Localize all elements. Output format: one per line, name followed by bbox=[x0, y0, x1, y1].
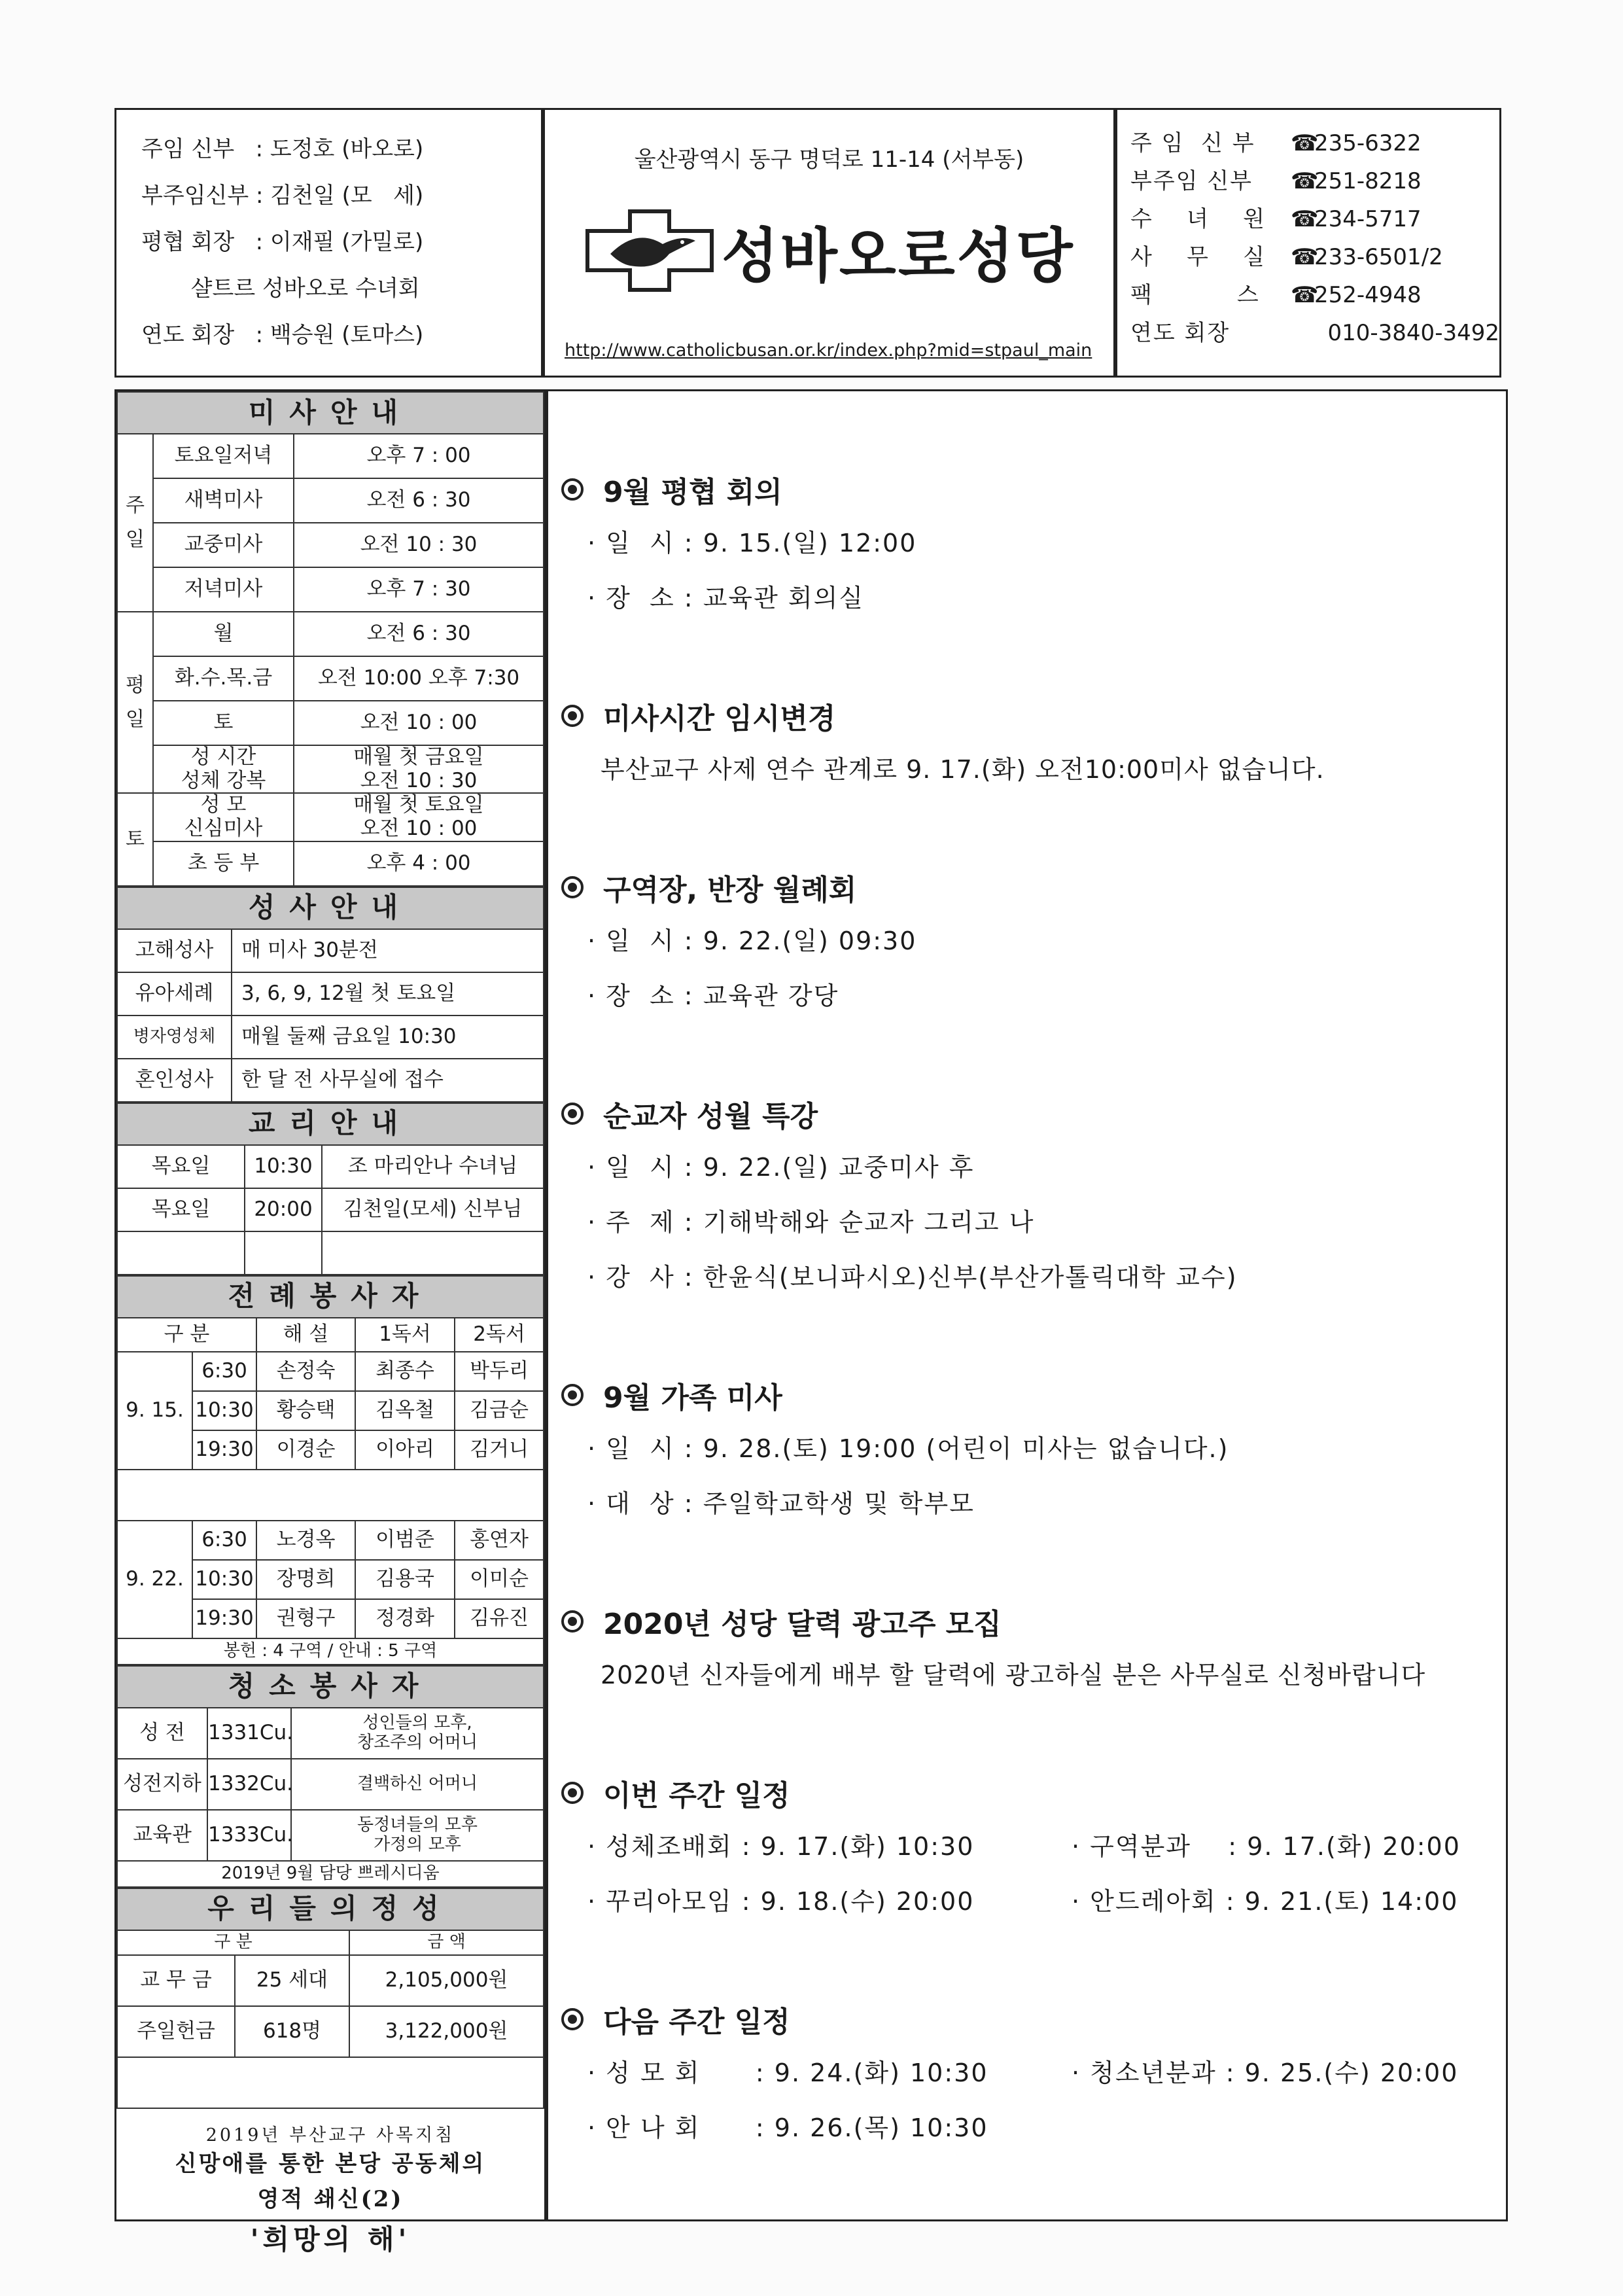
schedule-entry: · 꾸리아모임 : 9. 18.(수) 20:00 bbox=[587, 1887, 975, 1916]
mass-name: 저녁미사 bbox=[153, 567, 294, 612]
contact-number: 234-5717 bbox=[1314, 206, 1422, 232]
notice-title-text: 순교자 성월 특강 bbox=[603, 1100, 818, 1133]
liturgy-commentator: 권형구 bbox=[256, 1599, 355, 1638]
liturgy-reader2: 김유진 bbox=[455, 1599, 544, 1638]
empty-cell bbox=[245, 1231, 322, 1275]
offering-count: 618명 bbox=[235, 2006, 349, 2057]
liturgy-date: 9. 22. bbox=[117, 1521, 192, 1638]
cleaning-code: 1333Cu. bbox=[207, 1810, 291, 1861]
notice-detail: · 일 시 : 9. 22.(일) 09:30 bbox=[587, 927, 917, 955]
phone-icon: ☎ bbox=[1291, 282, 1319, 308]
notice-item bbox=[561, 463, 1506, 626]
notice-text: 2020년 신자들에게 배부 할 달력에 광고하실 분은 사무실로 신청바랍니다 bbox=[601, 1661, 1426, 1689]
contact-label: 팩 스 bbox=[1130, 282, 1260, 308]
liturgy-time: 19:30 bbox=[192, 1599, 256, 1638]
mass-name: 성 모 신심미사 bbox=[153, 793, 294, 841]
liturgy-commentator: 손정숙 bbox=[256, 1352, 355, 1391]
saturday-label: 토 bbox=[117, 793, 153, 885]
contact-label: 부주임 신부 bbox=[1130, 168, 1253, 194]
contact-label: 주 임 신 부 bbox=[1130, 130, 1255, 156]
church-website-link[interactable]: http://www.catholicbusan.or.kr/index.php?mid=stpaul_main bbox=[565, 340, 1092, 361]
doctrine-teacher: 김천일(모세) 신부님 bbox=[322, 1188, 544, 1231]
schedule-row bbox=[561, 2100, 1506, 2155]
church-name: 성바오로성당 bbox=[722, 222, 1075, 291]
contact-row bbox=[1130, 238, 1499, 276]
church-address: 울산광역시 동구 명덕로 11-14 (서부동) bbox=[634, 147, 1024, 173]
notice-title bbox=[561, 1767, 1506, 1819]
circle-bullet-icon bbox=[561, 876, 584, 898]
liturgy-header: 구 분 bbox=[117, 1318, 256, 1352]
liturgy-time: 10:30 bbox=[192, 1391, 256, 1430]
offering-count: 25 세대 bbox=[235, 1955, 349, 2006]
info-column bbox=[114, 389, 546, 2255]
offering-header: 금 액 bbox=[349, 1930, 544, 1955]
pastoral-slogan bbox=[116, 2109, 544, 2263]
notice-text: 부산교구 사제 연수 관계로 9. 17.(화) 오전10:00미사 없습니다. bbox=[601, 755, 1325, 784]
liturgy-reader1: 이범준 bbox=[355, 1521, 455, 1560]
notice-detail: · 대 상 : 주일학교학생 및 학부모 bbox=[587, 1489, 975, 1518]
cleaning-note: 2019년 9월 담당 쁘레시디움 bbox=[117, 1861, 544, 1887]
sacrament-table bbox=[116, 887, 544, 1103]
mass-time: 오후 7 : 30 bbox=[294, 567, 544, 612]
sacrament-name: 유아세례 bbox=[117, 972, 232, 1016]
notice-detail: · 일 시 : 9. 28.(토) 19:00 (어린이 미사는 없습니다.) bbox=[587, 1434, 1229, 1463]
liturgy-header: 해 설 bbox=[256, 1318, 355, 1352]
sacrament-section-title: 성사안내 bbox=[117, 887, 544, 929]
doctrine-section-title: 교리안내 bbox=[117, 1103, 544, 1145]
notice-item bbox=[561, 1369, 1506, 1531]
contact-label: 연도 회장 bbox=[1130, 320, 1230, 346]
sacrament-value: 한 달 전 사무실에 접수 bbox=[232, 1059, 544, 1102]
cleaning-place: 성 전 bbox=[117, 1708, 207, 1759]
church-title-box bbox=[543, 108, 1115, 378]
church-logo bbox=[584, 208, 1075, 293]
contact-row bbox=[1130, 124, 1499, 162]
notice-title-text: 9월 평협 회의 bbox=[603, 476, 782, 509]
mass-time: 오전 6 : 30 bbox=[294, 478, 544, 523]
offering-name: 주일헌금 bbox=[117, 2006, 235, 2057]
doctrine-time: 10:30 bbox=[245, 1145, 322, 1188]
liturgy-commentator: 노경옥 bbox=[256, 1521, 355, 1560]
notice-item bbox=[561, 1087, 1506, 1305]
slogan-line: 신망애를 통한 본당 공동체의 bbox=[175, 2150, 486, 2177]
contact-label: 수 녀 원 bbox=[1130, 206, 1266, 232]
schedule-entry: · 성 모 회 : 9. 24.(화) 10:30 bbox=[587, 2058, 988, 2087]
notice-item bbox=[561, 1595, 1506, 1703]
staff-line: 주임 신부 : 도정호 (바오로) bbox=[141, 136, 424, 162]
contact-number: 251-8218 bbox=[1314, 168, 1422, 194]
notice-title bbox=[561, 1595, 1506, 1648]
cleaning-group: 성인들의 모후, 창조주의 어머니 bbox=[291, 1708, 544, 1759]
liturgy-reader1: 김옥철 bbox=[355, 1391, 455, 1430]
liturgy-reader1: 정경화 bbox=[355, 1599, 455, 1638]
schedule-row bbox=[561, 1874, 1506, 1929]
notice-title-text: 다음 주간 일정 bbox=[603, 2005, 790, 2039]
cleaning-code: 1332Cu. bbox=[207, 1759, 291, 1810]
doctrine-teacher: 조 마리안나 수녀님 bbox=[322, 1145, 544, 1188]
contact-row bbox=[1130, 162, 1499, 200]
contact-label: 사 무 실 bbox=[1130, 244, 1266, 270]
offering-amount: 3,122,000원 bbox=[349, 2006, 544, 2057]
liturgy-header: 1독서 bbox=[355, 1318, 455, 1352]
liturgy-reader2: 이미순 bbox=[455, 1560, 544, 1599]
sacrament-value: 매 미사 30분전 bbox=[232, 929, 544, 972]
doctrine-table bbox=[116, 1103, 544, 1275]
contact-row bbox=[1130, 276, 1499, 314]
mass-time: 오후 7 : 00 bbox=[294, 434, 544, 478]
liturgy-date: 9. 15. bbox=[117, 1352, 192, 1470]
mass-time: 오후 4 : 00 bbox=[294, 841, 544, 886]
notice-item bbox=[561, 861, 1506, 1023]
contact-number: 252-4948 bbox=[1314, 282, 1422, 308]
offering-name: 교 무 금 bbox=[117, 1955, 235, 2006]
liturgy-reader2: 홍연자 bbox=[455, 1521, 544, 1560]
staff-line: 샬트르 성바오로 수녀회 bbox=[141, 275, 420, 302]
notice-detail: · 일 시 : 9. 15.(일) 12:00 bbox=[587, 529, 917, 557]
notice-title bbox=[561, 861, 1506, 913]
notice-title bbox=[561, 690, 1506, 742]
notice-column bbox=[546, 389, 1508, 2221]
empty-cell bbox=[322, 1231, 544, 1275]
mass-schedule-table bbox=[116, 391, 544, 887]
notice-detail: · 장 소 : 교육관 강당 bbox=[587, 981, 839, 1010]
phone-icon: ☎ bbox=[1291, 168, 1319, 194]
offering-header: 구 분 bbox=[117, 1930, 349, 1955]
schedule-entry: · 성체조배회 : 9. 17.(화) 10:30 bbox=[587, 1832, 975, 1861]
notice-title bbox=[561, 1993, 1506, 2045]
liturgy-reader2: 김금순 bbox=[455, 1391, 544, 1430]
notice-title-text: 2020년 성당 달력 광고주 모집 bbox=[603, 1608, 1002, 1641]
empty-cell bbox=[117, 2057, 544, 2108]
schedule-entry: · 구역분과 : 9. 17.(화) 20:00 bbox=[1072, 1832, 1461, 1861]
circle-bullet-icon bbox=[561, 1782, 584, 1804]
liturgy-reader2: 김거니 bbox=[455, 1430, 544, 1470]
sunday-label: 주 일 bbox=[117, 434, 153, 612]
circle-bullet-icon bbox=[561, 2008, 584, 2030]
mass-name: 월 bbox=[153, 612, 294, 656]
liturgy-header: 2독서 bbox=[455, 1318, 544, 1352]
schedule-entry: · 안 나 회 : 9. 26.(목) 10:30 bbox=[587, 2113, 988, 2142]
circle-bullet-icon bbox=[561, 1103, 584, 1125]
mass-time: 매월 첫 금요일 오전 10 : 30 bbox=[294, 745, 544, 793]
phone-icon bbox=[1284, 314, 1306, 352]
liturgy-note: 봉헌 : 4 구역 / 안내 : 5 구역 bbox=[117, 1638, 544, 1665]
sacrament-name: 병자영성체 bbox=[117, 1016, 232, 1059]
circle-bullet-icon bbox=[561, 1384, 584, 1406]
notice-detail: · 일 시 : 9. 22.(일) 교중미사 후 bbox=[587, 1153, 975, 1182]
liturgy-reader1: 이아리 bbox=[355, 1430, 455, 1470]
liturgy-table bbox=[116, 1275, 544, 1665]
cleaning-group: 결백하신 어머니 bbox=[291, 1759, 544, 1810]
sacrament-value: 매월 둘째 금요일 10:30 bbox=[232, 1016, 544, 1059]
phone-icon: ☎ bbox=[1291, 244, 1319, 270]
contact-row bbox=[1130, 200, 1499, 238]
sacrament-name: 혼인성사 bbox=[117, 1059, 232, 1102]
staff-line: 연도 회장 : 백승원 (토마스) bbox=[141, 322, 424, 348]
doctrine-time: 20:00 bbox=[245, 1188, 322, 1231]
schedule-entry: · 안드레아회 : 9. 21.(토) 14:00 bbox=[1072, 1887, 1459, 1916]
notice-item bbox=[561, 1993, 1506, 2155]
liturgy-section-title: 전례봉사자 bbox=[117, 1276, 544, 1318]
circle-bullet-icon bbox=[561, 705, 584, 727]
schedule-row bbox=[561, 1819, 1506, 1874]
liturgy-commentator: 황승택 bbox=[256, 1391, 355, 1430]
staff-line: 부주임신부 : 김천일 (모 세) bbox=[141, 183, 424, 209]
cleaning-place: 교육관 bbox=[117, 1810, 207, 1861]
mass-name: 토 bbox=[153, 701, 294, 745]
notice-detail: · 주 제 : 기해박해와 순교자 그리고 나 bbox=[587, 1208, 1035, 1237]
notice-title bbox=[561, 463, 1506, 516]
notice-title-text: 구역장, 반장 월례회 bbox=[603, 874, 857, 907]
sacrament-value: 3, 6, 9, 12월 첫 토요일 bbox=[232, 972, 544, 1016]
mass-time: 매월 첫 토요일 오전 10 : 00 bbox=[294, 793, 544, 841]
mass-name: 토요일저녁 bbox=[153, 434, 294, 478]
notice-item bbox=[561, 1767, 1506, 1929]
contact-row bbox=[1130, 314, 1499, 352]
staff-line: 평협 회장 : 이재필 (가밀로) bbox=[141, 229, 424, 255]
notice-detail: · 강 사 : 한윤식(보니파시오)신부(부산가톨릭대학 교수) bbox=[587, 1263, 1238, 1292]
liturgy-commentator: 이경순 bbox=[256, 1430, 355, 1470]
doctrine-day: 목요일 bbox=[117, 1145, 245, 1188]
circle-bullet-icon bbox=[561, 1610, 584, 1633]
schedule-entry: · 청소년분과 : 9. 25.(수) 20:00 bbox=[1072, 2058, 1459, 2087]
cleaning-group: 동정녀들의 모후 가정의 모후 bbox=[291, 1810, 544, 1861]
notice-title-text: 9월 가족 미사 bbox=[603, 1381, 782, 1415]
mass-section-title: 미사안내 bbox=[117, 392, 544, 434]
dove-cross-icon bbox=[584, 208, 715, 293]
offering-table bbox=[116, 1888, 544, 2109]
mass-time: 오전 10:00 오후 7:30 bbox=[294, 656, 544, 701]
empty-cell bbox=[117, 1470, 544, 1521]
staff-box bbox=[114, 108, 543, 378]
phone-icon: ☎ bbox=[1291, 206, 1319, 232]
schedule-row bbox=[561, 2045, 1506, 2100]
mass-name: 교중미사 bbox=[153, 523, 294, 567]
phone-icon: ☎ bbox=[1291, 130, 1319, 156]
liturgy-time: 6:30 bbox=[192, 1521, 256, 1560]
cleaning-code: 1331Cu. bbox=[207, 1708, 291, 1759]
liturgy-time: 19:30 bbox=[192, 1430, 256, 1470]
circle-bullet-icon bbox=[561, 478, 584, 501]
mass-time: 오전 6 : 30 bbox=[294, 612, 544, 656]
notice-title-text: 미사시간 임시변경 bbox=[603, 702, 836, 735]
slogan-line: 영적 쇄신(2) bbox=[257, 2185, 404, 2212]
cleaning-place: 성전지하 bbox=[117, 1759, 207, 1810]
mass-time: 오전 10 : 00 bbox=[294, 701, 544, 745]
contact-number: 235-6322 bbox=[1314, 130, 1422, 156]
cleaning-table bbox=[116, 1665, 544, 1888]
mass-name: 성 시간 성체 강복 bbox=[153, 745, 294, 793]
mass-name: 화.수.목.금 bbox=[153, 656, 294, 701]
mass-time: 오전 10 : 30 bbox=[294, 523, 544, 567]
liturgy-reader1: 김용국 bbox=[355, 1560, 455, 1599]
sacrament-name: 고해성사 bbox=[117, 929, 232, 972]
mass-name: 초 등 부 bbox=[153, 841, 294, 886]
cleaning-section-title: 청소봉사자 bbox=[117, 1666, 544, 1708]
offering-amount: 2,105,000원 bbox=[349, 1955, 544, 2006]
weekday-label: 평 일 bbox=[117, 612, 153, 793]
notice-title-text: 이번 주간 일정 bbox=[603, 1779, 790, 1812]
offering-section-title: 우리들의정성 bbox=[117, 1888, 544, 1930]
liturgy-time: 10:30 bbox=[192, 1560, 256, 1599]
notice-detail: · 장 소 : 교육관 회의실 bbox=[587, 584, 865, 612]
contact-number: 233-6501/2 bbox=[1314, 244, 1443, 270]
liturgy-commentator: 장명희 bbox=[256, 1560, 355, 1599]
notice-item bbox=[561, 690, 1506, 797]
doctrine-day: 목요일 bbox=[117, 1188, 245, 1231]
contact-number: 010-3840-3492 bbox=[1306, 320, 1499, 346]
liturgy-time: 6:30 bbox=[192, 1352, 256, 1391]
liturgy-reader1: 최종수 bbox=[355, 1352, 455, 1391]
notice-title bbox=[561, 1369, 1506, 1421]
notice-title bbox=[561, 1087, 1506, 1140]
slogan-line: 2019년 부산교구 사목지침 bbox=[205, 2125, 455, 2146]
contacts-box bbox=[1115, 108, 1501, 378]
mass-name: 새벽미사 bbox=[153, 478, 294, 523]
slogan-line: '희망의 해' bbox=[250, 2223, 411, 2255]
empty-cell bbox=[117, 1231, 245, 1275]
liturgy-reader2: 박두리 bbox=[455, 1352, 544, 1391]
